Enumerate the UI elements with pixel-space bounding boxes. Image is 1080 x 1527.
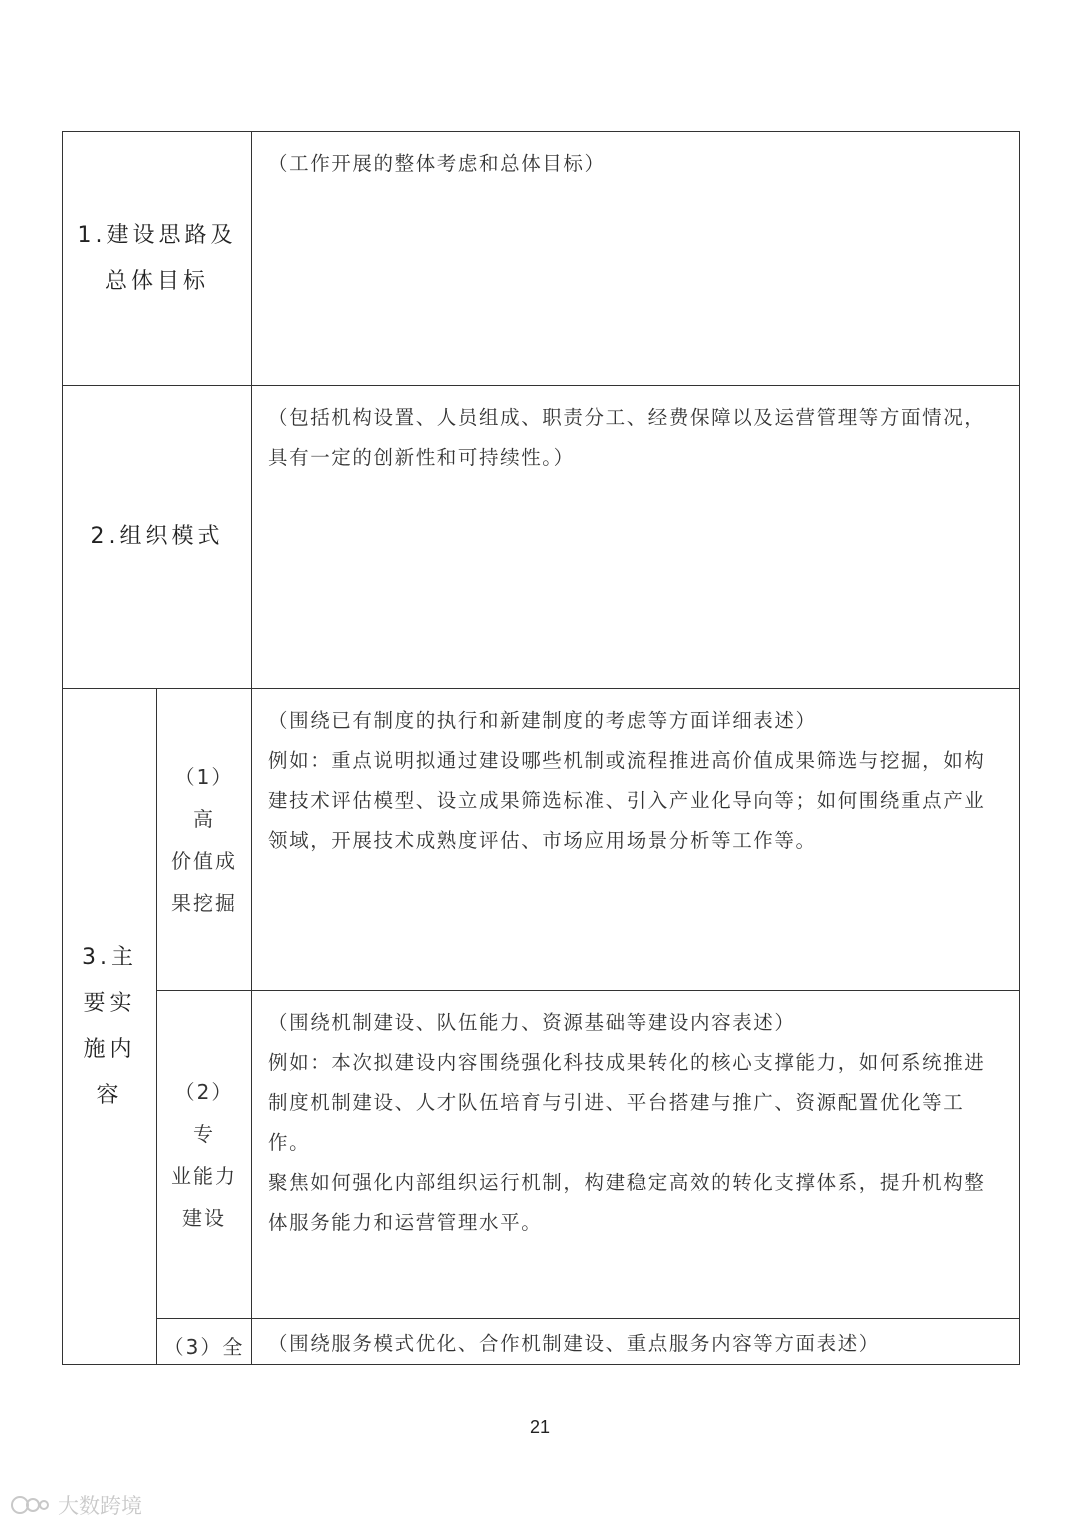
row-label-construction-approach: 1.建设思路及 总体目标 [63,132,252,386]
watermark [10,1490,142,1520]
sub-label-high-value-mining: （1）高 价值成 果挖掘 [157,689,252,991]
application-form-table [62,131,1020,1365]
page-number: 21 [529,1417,551,1437]
sub-content-capability-building: （围绕机制建设、队伍能力、资源基础等建设内容表述） 例如：本次拟建设内容围绕强化科技成果转化的核心支撑能力，如何系统推进 制度机制建设、人才队伍培育与引进、平台搭建与推广、资源配置优化等工作。 聚焦如何强化内部组织运行机制，构建稳定高效的转化支撑体系，提升机构整 体服务能力和运营管理水平。 [252,991,1020,1319]
table-row [63,386,1020,689]
table-row [63,132,1020,386]
table-row [63,1319,1020,1365]
sub-label-full: （3）全 [157,1319,252,1365]
table-row [63,991,1020,1319]
row-content-organization-mode: （包括机构设置、人员组成、职责分工、经费保障以及运营管理等方面情况， 具有一定的创新性和可持续性。） [252,386,1020,689]
sub-content-high-value-mining: （围绕已有制度的执行和新建制度的考虑等方面详细表述） 例如：重点说明拟通过建设哪些机制或流程推进高价值成果筛选与挖掘，如构 建技术评估模型、设立成果筛选标准、引入产业化导向等；如何围绕重点产业 领域，开展技术成熟度评估、市场应用场景分析等工作等。 [252,689,1020,991]
row-content-construction-approach: （工作开展的整体考虑和总体目标） [252,132,1020,386]
row-label-main-content: 3.主 要实 施内 容 [63,689,157,1365]
sub-label-capability-building: （2）专 业能力 建设 [157,991,252,1319]
table-row [63,689,1020,991]
row-label-organization-mode: 2.组织模式 [63,386,252,689]
watermark-text: 大数跨境 [58,1494,142,1518]
watermark-logo-icon [10,1492,52,1518]
sub-content-full: （围绕服务模式优化、合作机制建设、重点服务内容等方面表述） [252,1319,1020,1365]
